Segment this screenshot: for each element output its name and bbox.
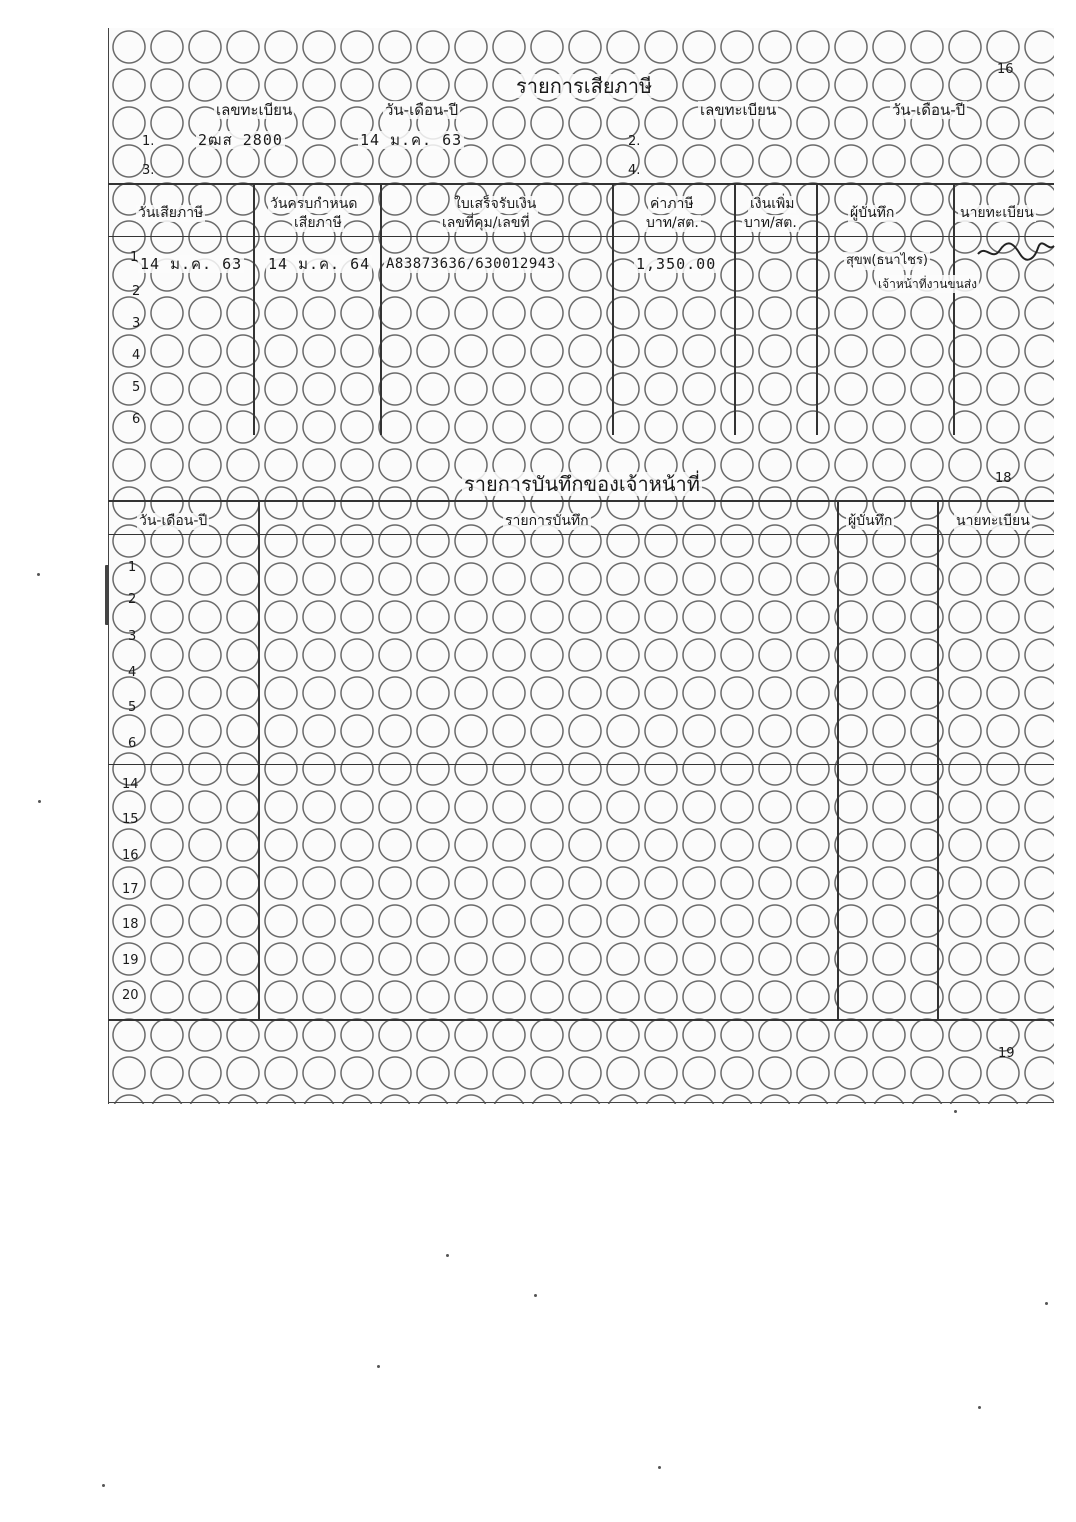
header-paid-date: วันเสียภาษี: [138, 205, 204, 221]
header-tax-2: บาท/สต.: [646, 215, 699, 231]
col-date-right: วัน-เดือน-ปี: [892, 101, 966, 119]
officer-row-number: 20: [122, 988, 139, 1003]
officer-table-header-rule: [108, 534, 1054, 535]
header-due-date-1: วันครบกำหนด: [270, 196, 358, 212]
header-extra-2: บาท/สต.: [744, 215, 797, 231]
officer-row-number: 14: [122, 777, 139, 792]
header-due-date-2: เสียภาษี: [294, 215, 342, 231]
officer-col-divider: [258, 502, 260, 1019]
row1-due-date: 14 ม.ค. 64: [268, 255, 371, 273]
col-registration-left: เลขทะเบียน: [216, 101, 293, 119]
officer-row-number: 17: [122, 882, 139, 897]
tax-section-title: รายการเสียภาษี: [516, 74, 653, 98]
officer-table-top-rule: [108, 500, 1054, 502]
scan-edge-mark: [105, 565, 109, 625]
row1-tax: 1,350.00: [636, 255, 717, 273]
officer-row-number: 6: [128, 736, 137, 751]
tax-row-number: 5: [132, 380, 141, 395]
officer-header-recorder: ผู้บันทึก: [848, 513, 893, 529]
tax-col-divider: [953, 185, 955, 435]
row1-recorder: สุขพ(ธนาไชร): [846, 253, 928, 268]
scan-speck: [38, 800, 41, 803]
tax-col-divider: [253, 185, 255, 435]
header-recorder: ผู้บันทึก: [850, 205, 895, 221]
scan-speck: [954, 1110, 957, 1113]
page-number-middle: 18: [995, 471, 1012, 486]
row-number: 3.: [142, 163, 155, 178]
officer-header-date: วัน-เดือน-ปี: [139, 513, 208, 529]
row1-paid-date: 14 ม.ค. 63: [140, 255, 243, 273]
header-receipt-2: เลขที่คุม/เลขที่: [442, 215, 530, 231]
tax-row-number: 1: [130, 250, 139, 265]
col-registration-right: เลขทะเบียน: [700, 101, 777, 119]
officer-row-number: 18: [122, 917, 139, 932]
row-number: 4.: [628, 163, 641, 178]
entry-registration: 2ฒส 2800: [198, 131, 283, 149]
page-number-bottom: 19: [998, 1046, 1015, 1061]
scan-speck: [658, 1466, 661, 1469]
page-number-top: 16: [997, 62, 1014, 77]
sheet-bottom-edge: [108, 1102, 1054, 1103]
officer-section-title: รายการบันทึกของเจ้าหน้าที่: [464, 472, 700, 496]
scan-speck: [978, 1406, 981, 1409]
scan-speck: [446, 1254, 449, 1257]
row1-receipt: A83873636/630012943: [386, 256, 556, 272]
scan-speck: [102, 1484, 105, 1487]
officer-header-records: รายการบันทึก: [505, 513, 589, 529]
officer-row-number: 5: [128, 700, 137, 715]
officer-row-number: 15: [122, 812, 139, 827]
form-sheet: [108, 28, 1054, 1104]
signature-scribble: [976, 240, 1056, 264]
officer-row-number: 4: [128, 665, 137, 680]
scan-speck: [377, 1365, 380, 1368]
officer-row-number: 16: [122, 848, 139, 863]
header-extra-1: เงินเพิ่ม: [750, 196, 795, 212]
row1-registrar-note: เจ้าหน้าที่งานขนส่ง: [878, 277, 978, 291]
header-receipt-1: ใบเสร็จรับเงิน: [454, 196, 537, 212]
scan-speck: [37, 573, 40, 576]
scan-speck: [534, 1294, 537, 1297]
tax-col-divider: [380, 185, 382, 435]
officer-row-number: 3: [128, 629, 137, 644]
tax-col-divider: [612, 185, 614, 435]
officer-header-registrar: นายทะเบียน: [956, 513, 1030, 529]
header-registrar: นายทะเบียน: [960, 205, 1034, 221]
officer-col-divider: [837, 502, 839, 1019]
tax-row-number: 3: [132, 316, 141, 331]
tax-col-divider: [816, 185, 818, 435]
tax-col-divider: [734, 185, 736, 435]
col-date-left: วัน-เดือน-ปี: [385, 101, 459, 119]
row-number: 1.: [142, 134, 155, 149]
entry-date: 14 ม.ค. 63: [360, 131, 463, 149]
officer-table-bottom-rule: [108, 1019, 1054, 1021]
officer-table-mid-rule: [108, 764, 1054, 765]
tax-row-number: 6: [132, 412, 141, 427]
tax-table-header-rule: [108, 236, 1054, 237]
header-tax-1: ค่าภาษี: [650, 196, 694, 212]
officer-col-divider: [937, 502, 939, 1019]
tax-table-top-rule: [108, 183, 1054, 185]
row-number: 2.: [628, 134, 641, 149]
tax-row-number: 2: [132, 284, 141, 299]
tax-row-number: 4: [132, 348, 141, 363]
officer-row-number: 1: [128, 560, 137, 575]
officer-row-number: 2: [128, 592, 137, 607]
scan-speck: [1045, 1302, 1048, 1305]
officer-row-number: 19: [122, 953, 139, 968]
